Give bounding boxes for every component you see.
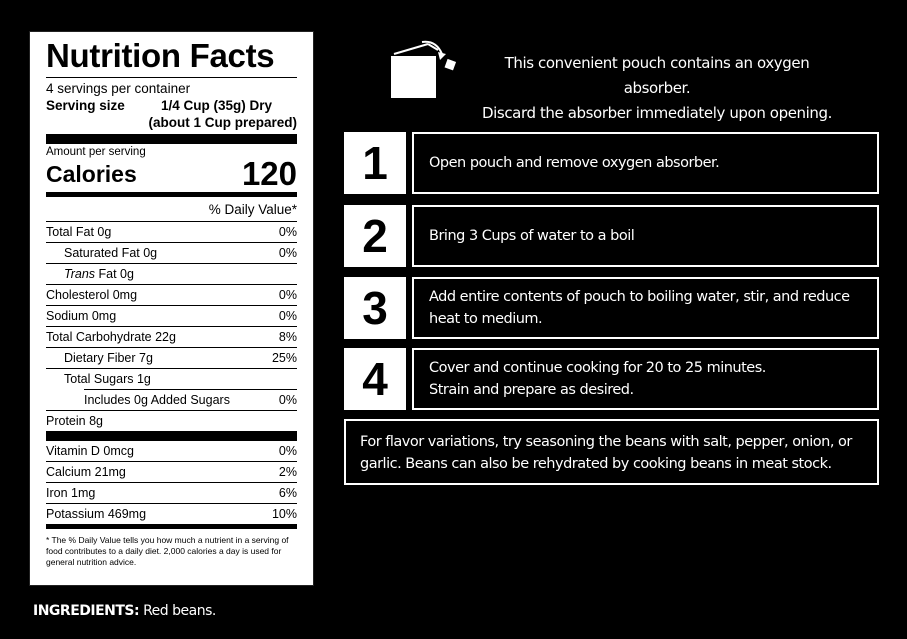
nutrient-row-vitamin-d bbox=[46, 441, 297, 461]
ingredients-value: Red beans. bbox=[143, 603, 216, 619]
step-instruction-3 bbox=[412, 277, 879, 339]
flavor-tip-box bbox=[344, 419, 879, 485]
step-instruction-4 bbox=[412, 348, 879, 410]
nutrient-dv: 25% bbox=[271, 351, 297, 365]
nutrient-row-added-sugars bbox=[84, 389, 297, 410]
nutrient-dv: 0% bbox=[278, 393, 297, 407]
serving-size-row bbox=[46, 97, 297, 114]
step-number-1: 1 bbox=[344, 132, 406, 194]
nutrition-title: Nutrition Facts bbox=[46, 37, 275, 74]
serving-size-label: Serving size bbox=[46, 98, 125, 113]
nutrient-name bbox=[46, 264, 134, 284]
nutrient-dv: 0% bbox=[278, 288, 297, 302]
nutrient-row-protein bbox=[46, 410, 297, 431]
oxygen-absorber-notice bbox=[472, 51, 842, 126]
serving-size-value: 1/4 Cup (35g) Dry bbox=[161, 98, 273, 113]
nutrient-row-dietary-fiber bbox=[46, 347, 297, 368]
nutrient-name: Cholesterol 0mg bbox=[46, 288, 138, 302]
amount-per-serving: Amount per serving bbox=[46, 146, 146, 158]
step-text-line-1: Cover and continue cooking for 20 to 25 minutes. bbox=[429, 360, 766, 376]
nutrient-dv: 10% bbox=[271, 507, 297, 521]
step-number-3: 3 bbox=[344, 277, 406, 339]
nutrient-row-trans-fat bbox=[46, 263, 297, 284]
ingredients-label: INGREDIENTS: bbox=[33, 603, 140, 619]
nutrient-name: Includes 0g Added Sugars bbox=[84, 393, 230, 407]
nutrient-name: Iron 1mg bbox=[46, 486, 96, 500]
pouch-icon bbox=[388, 40, 460, 102]
flavor-tip-text: For flavor variations, try seasoning the beans with salt, pepper, onion, or garlic. Beans can also be rehydrated by cooking beans in meat stock. bbox=[360, 434, 852, 472]
nutrient-row-potassium bbox=[46, 503, 297, 524]
nutrient-name: Protein 8g bbox=[46, 414, 103, 428]
nutrient-row-iron bbox=[46, 482, 297, 503]
nutrient-name: Vitamin D 0mcg bbox=[46, 444, 134, 458]
nutrient-name: Dietary Fiber 7g bbox=[64, 351, 153, 365]
calories-row bbox=[46, 155, 297, 192]
notice-line-1: This convenient pouch contains an oxygen absorber. bbox=[504, 54, 810, 97]
nutrient-dv: 0% bbox=[278, 225, 297, 239]
serving-size-prepared: (about 1 Cup prepared) bbox=[148, 115, 297, 130]
nutrient-dv: 0% bbox=[278, 444, 297, 458]
nutrient-dv: 2% bbox=[278, 465, 297, 479]
divider bbox=[46, 77, 297, 78]
divider-thick bbox=[46, 431, 297, 441]
nutrient-row-total-fat bbox=[46, 221, 297, 242]
nutrient-name: Total Carbohydrate 22g bbox=[46, 330, 176, 344]
step-text: Bring 3 Cups of water to a boil bbox=[429, 228, 635, 244]
nutrient-row-saturated-fat bbox=[46, 242, 297, 263]
nutrient-name: Potassium 469mg bbox=[46, 507, 147, 521]
nutrient-row-calcium bbox=[46, 461, 297, 482]
step-instruction-1 bbox=[412, 132, 879, 194]
nutrient-name: Calcium 21mg bbox=[46, 465, 126, 479]
nutrient-dv: 0% bbox=[278, 246, 297, 260]
daily-value-footnote: * The % Daily Value tells you how much a nutrient in a serving of food contributes to a daily diet. 2,000 calories a day is used for general nutrition advice. bbox=[46, 535, 289, 567]
nutrient-dv: 8% bbox=[278, 330, 297, 344]
nutrient-row-total-carbohydrate bbox=[46, 326, 297, 347]
nutrient-row-cholesterol bbox=[46, 284, 297, 305]
step-text: Open pouch and remove oxygen absorber. bbox=[429, 155, 720, 171]
notice-line-2: Discard the absorber immediately upon opening. bbox=[481, 104, 832, 122]
step-text: Add entire contents of pouch to boiling water, stir, and reduce heat to medium. bbox=[429, 289, 850, 327]
trans-rest: Fat 0g bbox=[95, 267, 134, 281]
servings-per-container: 4 servings per container bbox=[46, 81, 191, 96]
nutrient-name: Total Fat 0g bbox=[46, 225, 112, 239]
nutrient-row-sodium bbox=[46, 305, 297, 326]
step-number-4: 4 bbox=[344, 348, 406, 410]
nutrient-name: Total Sugars 1g bbox=[64, 372, 151, 386]
nutrient-name: Saturated Fat 0g bbox=[64, 246, 158, 260]
step-text-line-2: Strain and prepare as desired. bbox=[429, 382, 634, 398]
step-number-2: 2 bbox=[344, 205, 406, 267]
nutrient-name: Sodium 0mg bbox=[46, 309, 117, 323]
calories-label: Calories bbox=[46, 161, 137, 187]
daily-value-header: % Daily Value* bbox=[208, 202, 297, 217]
step-instruction-2 bbox=[412, 205, 879, 267]
calories-value: 120 bbox=[241, 155, 297, 192]
trans-italic: Trans bbox=[64, 267, 96, 281]
nutrient-dv: 6% bbox=[278, 486, 297, 500]
ingredients bbox=[33, 602, 216, 620]
nutrient-row-total-sugars bbox=[46, 368, 297, 389]
nutrient-dv: 0% bbox=[278, 309, 297, 323]
divider-thick bbox=[46, 134, 297, 144]
nutrition-facts-panel bbox=[29, 31, 314, 586]
